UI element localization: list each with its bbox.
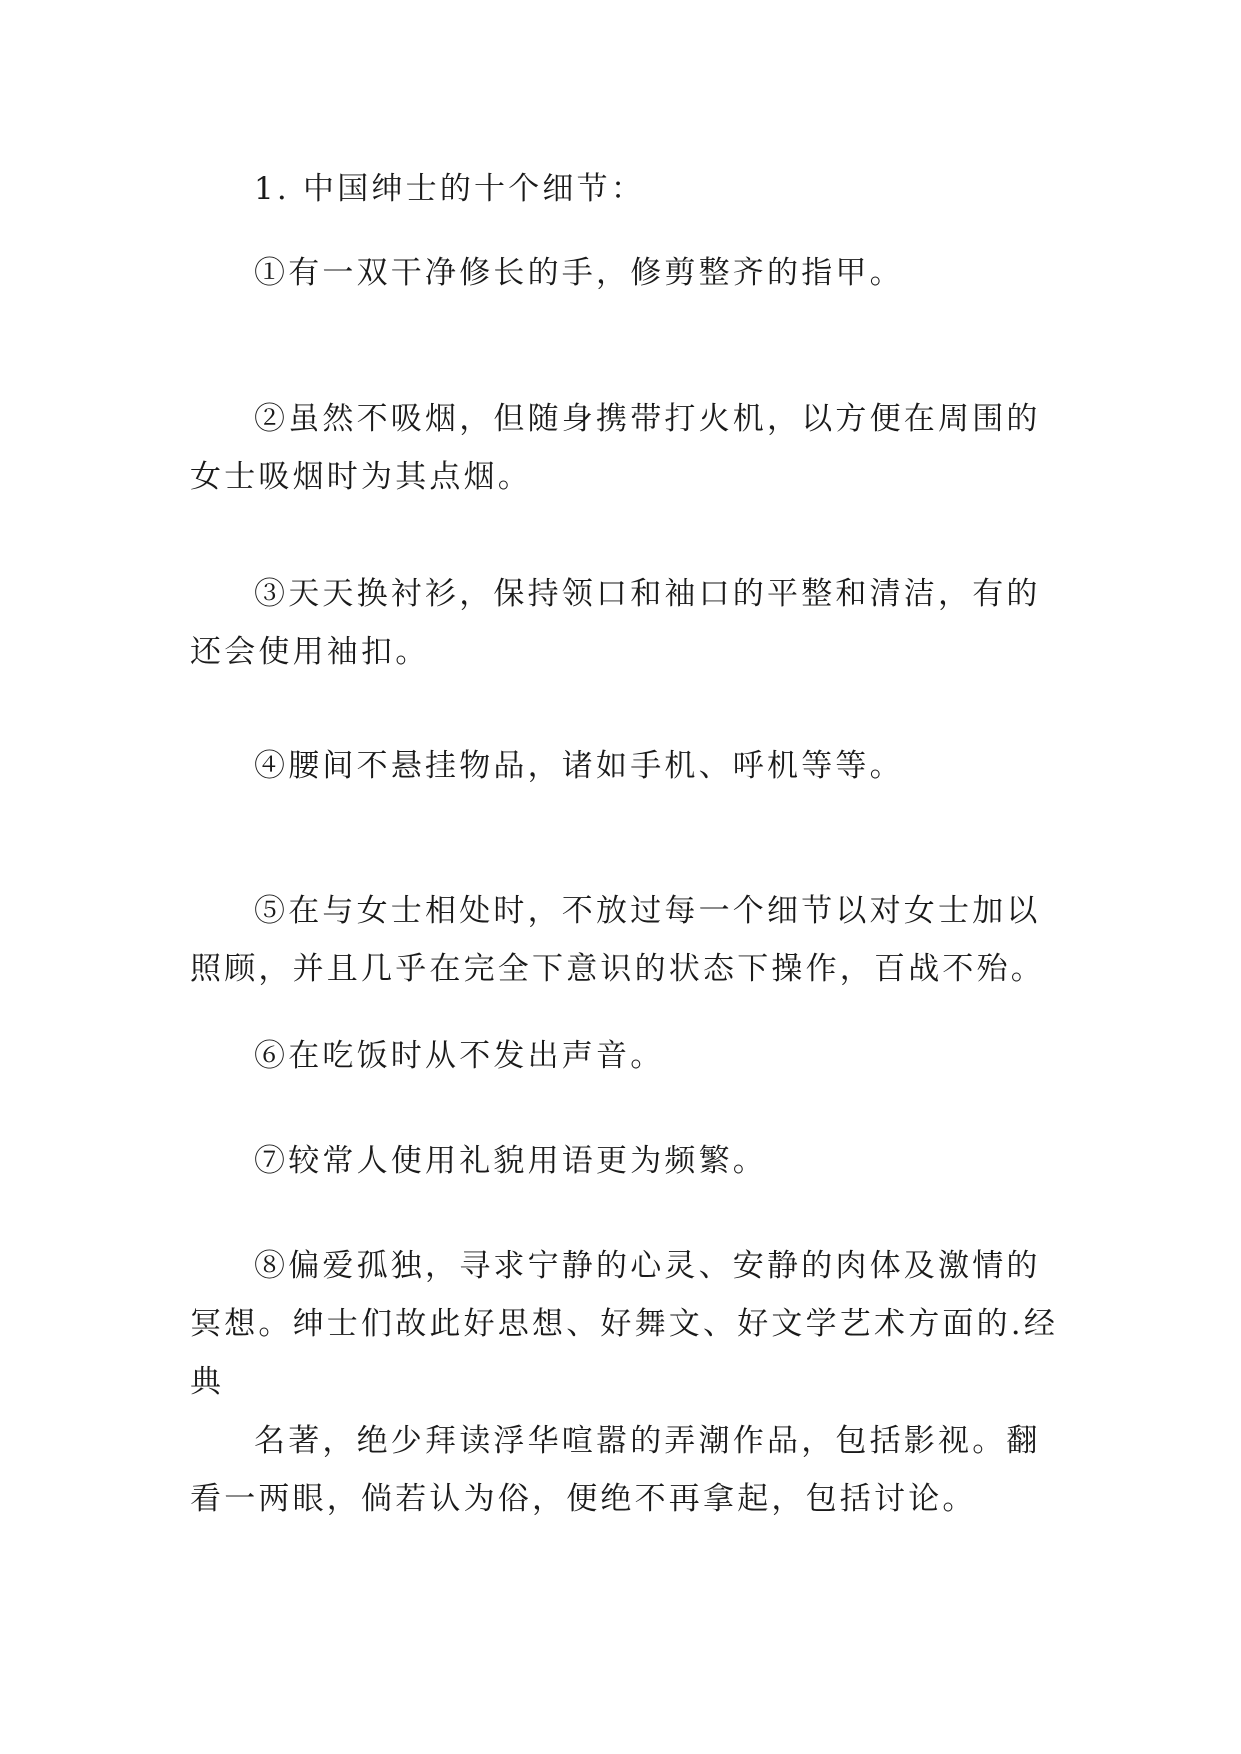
paragraph-9: 名著，绝少拜读浮华喧嚣的弄潮作品，包括影视。翻看一两眼，倘若认为俗，便绝不再拿起，包括讨论。 [190, 1423, 1041, 1517]
paragraph-2: ②虽然不吸烟，但随身携带打火机，以方便在周围的女士吸烟时为其点烟。 [190, 401, 1041, 495]
paragraph-8: ⑧偏爱孤独，寻求宁静的心灵、安静的肉体及激情的冥想。绅士们故此好思想、好舞文、好文学艺术方面的.经典 [190, 1248, 1059, 1400]
paragraph-4: ④腰间不悬挂物品，诸如手机、呼机等等。 [254, 748, 904, 784]
paragraph-5: ⑤在与女士相处时，不放过每一个细节以对女士加以照顾，并且几乎在完全下意识的状态下操作，百战不殆。 [190, 893, 1045, 987]
paragraph-7: ⑦较常人使用礼貌用语更为频繁。 [254, 1143, 767, 1179]
section-heading: 1. 中国绅士的十个细节： [254, 171, 646, 207]
paragraph-6: ⑥在吃饭时从不发出声音。 [254, 1038, 665, 1074]
paragraph-3: ③天天换衬衫，保持领口和袖口的平整和清洁，有的还会使用袖扣。 [190, 576, 1041, 670]
paragraph-1: ①有一双干净修长的手，修剪整齐的指甲。 [254, 255, 904, 291]
